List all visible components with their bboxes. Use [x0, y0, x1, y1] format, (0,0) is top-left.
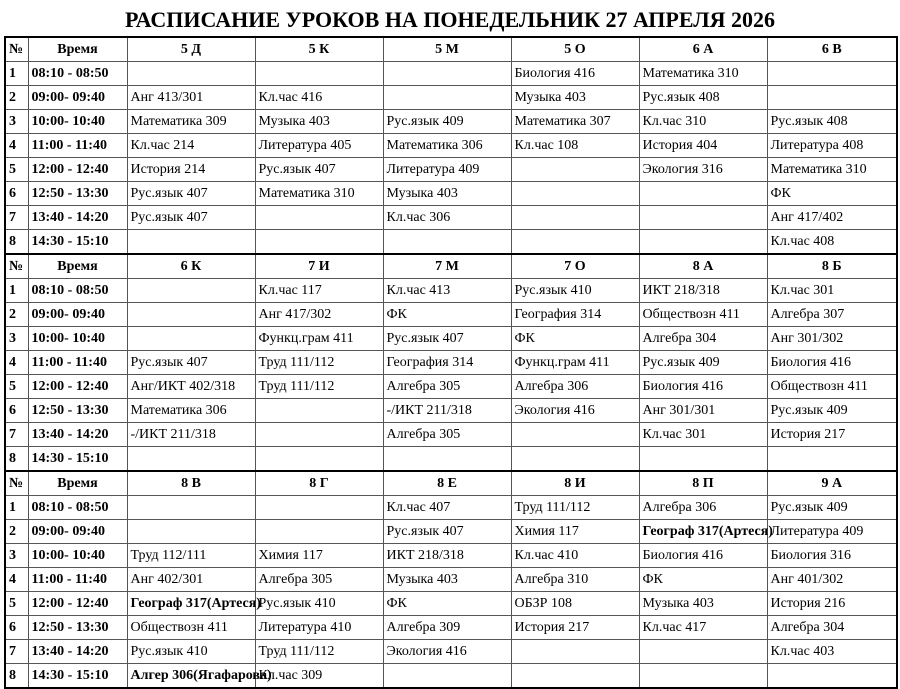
lesson-cell: Биология 316: [767, 544, 897, 568]
lesson-time: 12:50 - 13:30: [28, 616, 127, 640]
lesson-number: 2: [5, 520, 28, 544]
lesson-cell: [511, 664, 639, 689]
class-header: 8 А: [639, 254, 767, 279]
lesson-time: 11:00 - 11:40: [28, 568, 127, 592]
lesson-number: 5: [5, 592, 28, 616]
lesson-cell: [383, 664, 511, 689]
lesson-cell: Химия 117: [511, 520, 639, 544]
lesson-cell: История 217: [511, 616, 639, 640]
lesson-number: 1: [5, 62, 28, 86]
lesson-cell: Анг 413/301: [127, 86, 255, 110]
lesson-cell: [639, 664, 767, 689]
lesson-time: 13:40 - 14:20: [28, 640, 127, 664]
class-header: 7 О: [511, 254, 639, 279]
schedule-table: [4, 36, 898, 689]
num-header: №: [5, 471, 28, 496]
lesson-cell: Музыка 403: [511, 86, 639, 110]
class-header: 5 Д: [127, 37, 255, 62]
lesson-cell: История 216: [767, 592, 897, 616]
lesson-cell: Алгебра 305: [383, 375, 511, 399]
lesson-cell: Алгебра 306: [639, 496, 767, 520]
lesson-row: [5, 230, 897, 255]
lesson-row: [5, 86, 897, 110]
lesson-cell: Рус.язык 408: [639, 86, 767, 110]
lesson-row: [5, 664, 897, 689]
lesson-cell: [127, 62, 255, 86]
lesson-cell: Кл.час 310: [639, 110, 767, 134]
lesson-cell: Рус.язык 407: [127, 182, 255, 206]
lesson-cell: Анг/ИКТ 402/318: [127, 375, 255, 399]
lesson-number: 6: [5, 399, 28, 423]
lesson-cell: Кл.час 413: [383, 279, 511, 303]
lesson-cell: Кл.час 309: [255, 664, 383, 689]
lesson-cell: Обществозн 411: [767, 375, 897, 399]
lesson-row: [5, 592, 897, 616]
lesson-cell: ИКТ 218/318: [639, 279, 767, 303]
lesson-row: [5, 134, 897, 158]
class-header: 7 М: [383, 254, 511, 279]
lesson-cell: Математика 306: [127, 399, 255, 423]
lesson-cell: Рус.язык 408: [767, 110, 897, 134]
lesson-number: 4: [5, 134, 28, 158]
lesson-cell: ФК: [639, 568, 767, 592]
lesson-cell: [511, 230, 639, 255]
lesson-cell: [639, 230, 767, 255]
lesson-cell: Труд 111/112: [255, 375, 383, 399]
lesson-cell: [767, 62, 897, 86]
lesson-time: 08:10 - 08:50: [28, 62, 127, 86]
lesson-cell: Биология 416: [639, 544, 767, 568]
lesson-number: 8: [5, 664, 28, 689]
lesson-cell: Алгебра 306: [511, 375, 639, 399]
time-header: Время: [28, 471, 127, 496]
lesson-row: [5, 158, 897, 182]
lesson-row: [5, 375, 897, 399]
lesson-cell: Алгебра 305: [383, 423, 511, 447]
page-title: РАСПИСАНИЕ УРОКОВ НА ПОНЕДЕЛЬНИК 27 АПРЕЛЯ 2026: [124, 7, 776, 32]
lesson-cell: Математика 307: [511, 110, 639, 134]
lesson-number: 4: [5, 351, 28, 375]
class-header: 6 К: [127, 254, 255, 279]
lesson-cell: [767, 447, 897, 472]
lesson-cell: Математика 306: [383, 134, 511, 158]
lesson-cell: [639, 447, 767, 472]
lesson-number: 7: [5, 640, 28, 664]
lesson-cell: [255, 230, 383, 255]
lesson-cell: Музыка 403: [383, 182, 511, 206]
lesson-time: 09:00- 09:40: [28, 520, 127, 544]
lesson-row: [5, 206, 897, 230]
lesson-number: 3: [5, 327, 28, 351]
lesson-cell: Алгебра 305: [255, 568, 383, 592]
lesson-cell: [639, 206, 767, 230]
lesson-cell: [127, 447, 255, 472]
lesson-row: [5, 62, 897, 86]
lesson-row: [5, 616, 897, 640]
lesson-time: 08:10 - 08:50: [28, 279, 127, 303]
lesson-cell: Рус.язык 407: [127, 351, 255, 375]
lesson-cell: [255, 520, 383, 544]
class-header: 6 А: [639, 37, 767, 62]
lesson-cell: Анг 401/302: [767, 568, 897, 592]
lesson-cell: [127, 230, 255, 255]
class-header: 5 К: [255, 37, 383, 62]
lesson-number: 5: [5, 158, 28, 182]
num-header: №: [5, 254, 28, 279]
lesson-row: [5, 544, 897, 568]
block-header-row: [5, 254, 897, 279]
lesson-cell: География 314: [511, 303, 639, 327]
lesson-cell: [511, 158, 639, 182]
lesson-number: 5: [5, 375, 28, 399]
lesson-number: 1: [5, 279, 28, 303]
lesson-cell: Кл.час 306: [383, 206, 511, 230]
lesson-cell: Труд 112/111: [127, 544, 255, 568]
lesson-cell: -/ИКТ 211/318: [127, 423, 255, 447]
class-header: 8 В: [127, 471, 255, 496]
lesson-cell: Труд 111/112: [255, 640, 383, 664]
time-header: Время: [28, 37, 127, 62]
lesson-cell: Экология 416: [511, 399, 639, 423]
lesson-cell: Математика 310: [767, 158, 897, 182]
lesson-time: 13:40 - 14:20: [28, 206, 127, 230]
lesson-cell: Анг 301/301: [639, 399, 767, 423]
lesson-cell: Функц.грам 411: [255, 327, 383, 351]
lesson-cell: [127, 520, 255, 544]
lesson-cell: [639, 640, 767, 664]
lesson-cell: Географ 317(Артеся): [127, 592, 255, 616]
lesson-row: [5, 447, 897, 472]
lesson-cell: Рус.язык 409: [767, 496, 897, 520]
lesson-row: [5, 110, 897, 134]
lesson-time: 13:40 - 14:20: [28, 423, 127, 447]
time-header: Время: [28, 254, 127, 279]
lesson-time: 14:30 - 15:10: [28, 230, 127, 255]
lesson-cell: Анг 402/301: [127, 568, 255, 592]
lesson-time: 10:00- 10:40: [28, 110, 127, 134]
lesson-number: 1: [5, 496, 28, 520]
lesson-number: 7: [5, 423, 28, 447]
lesson-cell: [511, 447, 639, 472]
lesson-cell: Химия 117: [255, 544, 383, 568]
lesson-time: 12:50 - 13:30: [28, 182, 127, 206]
lesson-cell: Кл.час 301: [639, 423, 767, 447]
lesson-time: 12:00 - 12:40: [28, 158, 127, 182]
lesson-row: [5, 182, 897, 206]
lesson-cell: [383, 447, 511, 472]
lesson-cell: Кл.час 407: [383, 496, 511, 520]
lesson-time: 12:50 - 13:30: [28, 399, 127, 423]
lesson-cell: Алгебра 304: [767, 616, 897, 640]
lesson-cell: Обществозн 411: [639, 303, 767, 327]
block-header-row: [5, 37, 897, 62]
lesson-cell: [511, 182, 639, 206]
lesson-cell: Музыка 403: [383, 568, 511, 592]
block-header-row: [5, 471, 897, 496]
lesson-cell: Труд 111/112: [511, 496, 639, 520]
lesson-cell: Анг 301/302: [767, 327, 897, 351]
lesson-cell: Математика 309: [127, 110, 255, 134]
class-header: 7 И: [255, 254, 383, 279]
lesson-time: 11:00 - 11:40: [28, 351, 127, 375]
lesson-cell: Алгебра 309: [383, 616, 511, 640]
lesson-cell: [511, 423, 639, 447]
lesson-cell: [127, 327, 255, 351]
lesson-time: 12:00 - 12:40: [28, 375, 127, 399]
class-header: 8 Г: [255, 471, 383, 496]
lesson-row: [5, 351, 897, 375]
class-header: 8 Е: [383, 471, 511, 496]
lesson-row: [5, 399, 897, 423]
lesson-cell: Литература 409: [383, 158, 511, 182]
lesson-cell: Музыка 403: [255, 110, 383, 134]
lesson-time: 11:00 - 11:40: [28, 134, 127, 158]
lesson-cell: Алгебра 310: [511, 568, 639, 592]
lesson-cell: Литература 405: [255, 134, 383, 158]
lesson-cell: [639, 182, 767, 206]
lesson-row: [5, 327, 897, 351]
lesson-cell: Рус.язык 407: [383, 520, 511, 544]
lesson-cell: Алгер 306(Ягафарова): [127, 664, 255, 689]
lesson-cell: Обществозн 411: [127, 616, 255, 640]
lesson-cell: Биология 416: [511, 62, 639, 86]
lesson-cell: Кл.час 417: [639, 616, 767, 640]
lesson-cell: ФК: [767, 182, 897, 206]
lesson-cell: История 217: [767, 423, 897, 447]
lesson-cell: Анг 417/302: [255, 303, 383, 327]
lesson-number: 2: [5, 86, 28, 110]
lesson-number: 3: [5, 544, 28, 568]
lesson-cell: Математика 310: [639, 62, 767, 86]
lesson-time: 09:00- 09:40: [28, 303, 127, 327]
lesson-cell: Рус.язык 410: [255, 592, 383, 616]
lesson-row: [5, 423, 897, 447]
lesson-cell: [767, 664, 897, 689]
lesson-cell: Рус.язык 409: [639, 351, 767, 375]
lesson-cell: [511, 206, 639, 230]
lesson-cell: История 214: [127, 158, 255, 182]
lesson-number: 6: [5, 182, 28, 206]
lesson-time: 14:30 - 15:10: [28, 664, 127, 689]
lesson-cell: Алгебра 304: [639, 327, 767, 351]
lesson-cell: Биология 416: [639, 375, 767, 399]
lesson-cell: [767, 86, 897, 110]
lesson-time: 08:10 - 08:50: [28, 496, 127, 520]
lesson-cell: [127, 496, 255, 520]
lesson-cell: Рус.язык 410: [511, 279, 639, 303]
lesson-cell: -/ИКТ 211/318: [383, 399, 511, 423]
lesson-row: [5, 520, 897, 544]
lesson-number: 3: [5, 110, 28, 134]
lesson-row: [5, 303, 897, 327]
class-header: 5 О: [511, 37, 639, 62]
lesson-cell: Кл.час 410: [511, 544, 639, 568]
lesson-time: 12:00 - 12:40: [28, 592, 127, 616]
lesson-cell: [127, 279, 255, 303]
lesson-cell: География 314: [383, 351, 511, 375]
lesson-cell: [127, 303, 255, 327]
class-header: 8 Б: [767, 254, 897, 279]
lesson-cell: [255, 447, 383, 472]
lesson-cell: Экология 416: [383, 640, 511, 664]
lesson-number: 2: [5, 303, 28, 327]
lesson-cell: Анг 417/402: [767, 206, 897, 230]
class-header: 9 А: [767, 471, 897, 496]
lesson-cell: Рус.язык 409: [383, 110, 511, 134]
lesson-cell: [511, 640, 639, 664]
lesson-row: [5, 568, 897, 592]
lesson-time: 10:00- 10:40: [28, 544, 127, 568]
lesson-cell: Литература 410: [255, 616, 383, 640]
lesson-cell: Кл.час 301: [767, 279, 897, 303]
class-header: 5 М: [383, 37, 511, 62]
lesson-cell: Рус.язык 409: [767, 399, 897, 423]
lesson-time: 14:30 - 15:10: [28, 447, 127, 472]
lesson-cell: [255, 496, 383, 520]
lesson-cell: Географ 317(Артеся): [639, 520, 767, 544]
lesson-cell: Кл.час 408: [767, 230, 897, 255]
lesson-time: 09:00- 09:40: [28, 86, 127, 110]
lesson-cell: Экология 316: [639, 158, 767, 182]
lesson-cell: [255, 399, 383, 423]
lesson-cell: Кл.час 214: [127, 134, 255, 158]
lesson-cell: Функц.грам 411: [511, 351, 639, 375]
lesson-time: 10:00- 10:40: [28, 327, 127, 351]
lesson-cell: Литература 409: [767, 520, 897, 544]
lesson-cell: [383, 86, 511, 110]
class-header: 8 И: [511, 471, 639, 496]
lesson-cell: [383, 62, 511, 86]
lesson-cell: Алгебра 307: [767, 303, 897, 327]
lesson-number: 6: [5, 616, 28, 640]
lesson-cell: ФК: [383, 592, 511, 616]
lesson-number: 7: [5, 206, 28, 230]
lesson-cell: Рус.язык 407: [127, 206, 255, 230]
lesson-cell: [383, 230, 511, 255]
class-header: 8 П: [639, 471, 767, 496]
lesson-row: [5, 496, 897, 520]
num-header: №: [5, 37, 28, 62]
lesson-cell: История 404: [639, 134, 767, 158]
lesson-cell: Труд 111/112: [255, 351, 383, 375]
class-header: 6 В: [767, 37, 897, 62]
lesson-cell: Рус.язык 407: [255, 158, 383, 182]
lesson-cell: ФК: [383, 303, 511, 327]
lesson-number: 8: [5, 447, 28, 472]
lesson-cell: [255, 423, 383, 447]
lesson-cell: Биология 416: [767, 351, 897, 375]
lesson-cell: Рус.язык 410: [127, 640, 255, 664]
lesson-row: [5, 640, 897, 664]
lesson-cell: ИКТ 218/318: [383, 544, 511, 568]
lesson-cell: Математика 310: [255, 182, 383, 206]
lesson-cell: Кл.час 403: [767, 640, 897, 664]
lesson-cell: ФК: [511, 327, 639, 351]
lesson-number: 4: [5, 568, 28, 592]
lesson-number: 8: [5, 230, 28, 255]
lesson-cell: [255, 206, 383, 230]
lesson-cell: Музыка 403: [639, 592, 767, 616]
lesson-row: [5, 279, 897, 303]
lesson-cell: Кл.час 416: [255, 86, 383, 110]
lesson-cell: Кл.час 117: [255, 279, 383, 303]
lesson-cell: ОБЗР 108: [511, 592, 639, 616]
lesson-cell: Литература 408: [767, 134, 897, 158]
lesson-cell: Кл.час 108: [511, 134, 639, 158]
lesson-cell: [255, 62, 383, 86]
lesson-cell: Рус.язык 407: [383, 327, 511, 351]
